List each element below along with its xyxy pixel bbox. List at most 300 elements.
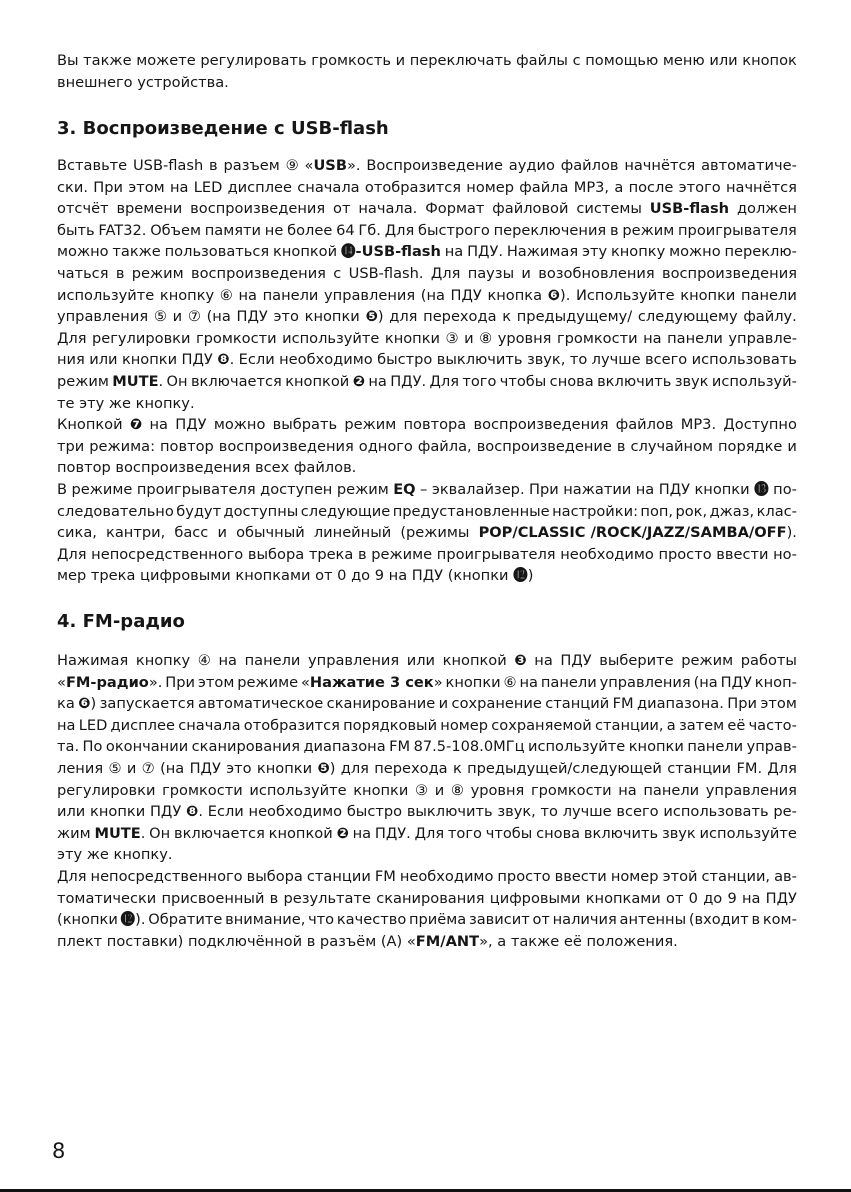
word: и [126, 759, 137, 777]
word: меню [662, 52, 705, 69]
word-group [368, 371, 387, 393]
word: файловой [492, 200, 569, 218]
word-group [519, 177, 568, 199]
word-group [175, 414, 206, 436]
word: ПДУ. [390, 372, 427, 390]
word-group [666, 888, 683, 910]
word: цифровыми [489, 889, 581, 907]
word: и [395, 52, 406, 69]
word-group [531, 780, 612, 802]
word: файлов [615, 416, 674, 434]
word-group [57, 414, 123, 436]
text-line [57, 263, 797, 285]
word: кнопку [159, 286, 215, 304]
word-group [675, 371, 709, 393]
word-group [106, 736, 188, 758]
word: LED [193, 178, 223, 196]
word: можете [136, 52, 196, 69]
word: и [464, 329, 474, 347]
word: Для [767, 759, 797, 777]
word-group [133, 155, 203, 177]
word: ка [57, 695, 75, 713]
text-line [57, 349, 797, 371]
section-3-heading: 3. Воспроизведение с USB-flash [57, 118, 389, 139]
word: кнопки [628, 738, 684, 756]
word-group [678, 220, 797, 242]
word-group [452, 693, 542, 715]
word: сохраняемой [491, 716, 592, 734]
word-group [375, 866, 396, 888]
word-group [196, 328, 277, 350]
word-group [57, 693, 75, 715]
word: к [502, 308, 512, 326]
word-group [774, 866, 797, 888]
word: также [83, 52, 132, 69]
word-group [365, 177, 461, 199]
word: ). [786, 524, 797, 542]
word: эквалайзер. [431, 480, 525, 498]
word: станции, [701, 867, 771, 885]
word-group [91, 866, 243, 888]
word-group [365, 306, 383, 328]
word-group [477, 436, 612, 458]
text-line [57, 823, 797, 845]
word-group [308, 909, 334, 931]
word: случайном [630, 437, 714, 455]
word-group [727, 693, 757, 715]
word-group [285, 371, 349, 393]
word-group [425, 198, 484, 220]
word-group [494, 220, 607, 242]
word: звук, [526, 351, 566, 369]
word: ⑤ [153, 308, 167, 326]
word-group [645, 349, 687, 371]
word-group [663, 866, 698, 888]
word: По [82, 738, 103, 756]
word: режим [681, 652, 734, 669]
word-group [116, 198, 182, 220]
word-group [421, 285, 445, 307]
word-group [439, 693, 449, 715]
word-group [249, 801, 343, 823]
word: с [333, 264, 342, 282]
word: на [218, 652, 237, 669]
word-group [57, 736, 79, 758]
word: Если [238, 351, 275, 369]
word-group [217, 349, 234, 371]
word: на [352, 824, 372, 842]
word-group [174, 522, 208, 544]
bold-term: ⓮-USB-flash [340, 243, 441, 261]
word: ПДУ [450, 286, 482, 304]
word: . [158, 372, 164, 390]
word-group [703, 888, 722, 910]
word-group [173, 306, 183, 328]
word: перехода [423, 308, 497, 326]
word: выбора [247, 545, 305, 563]
word: на [368, 372, 387, 390]
word: необходимо [248, 803, 343, 821]
word-group [574, 177, 609, 199]
word: ПДУ [658, 480, 691, 498]
word-group [301, 672, 443, 694]
word-group [57, 780, 155, 802]
word-group [451, 285, 482, 307]
word-group [358, 198, 417, 220]
word-group [491, 715, 592, 737]
text-run: эту же кнопку. [57, 846, 173, 864]
word: ввести [716, 545, 769, 563]
word-group [208, 801, 244, 823]
word: ⑨ [285, 157, 299, 174]
word: MP3, [573, 178, 610, 196]
word-group [198, 650, 211, 672]
word: отобразится [243, 716, 340, 734]
word: сохранение [451, 695, 542, 713]
word-group [509, 155, 555, 177]
bold-term: FM-радио [65, 673, 149, 691]
word-group [174, 823, 265, 845]
word-group [112, 241, 160, 263]
word-group [667, 715, 676, 737]
word-group [137, 479, 256, 501]
word-group [167, 371, 188, 393]
word: внимание, [225, 911, 306, 929]
word-group [190, 758, 221, 780]
word-group [57, 220, 95, 242]
word-group [353, 823, 372, 845]
word-group [662, 823, 696, 845]
word: режим [336, 480, 389, 498]
word-group [333, 198, 350, 220]
word: ния [57, 351, 85, 369]
word-group [160, 285, 214, 307]
word: режим [131, 264, 184, 282]
word-group [517, 306, 632, 328]
word: этом [128, 178, 165, 196]
word-group [407, 801, 493, 823]
text-line [57, 328, 797, 350]
word-group [249, 780, 346, 802]
word: выбрать [272, 416, 338, 434]
word-group [747, 736, 797, 758]
word-group [57, 522, 97, 544]
text-line [57, 801, 797, 823]
text-line [57, 72, 797, 94]
word: воспроизведения [661, 264, 797, 282]
word-group [521, 263, 531, 285]
word-group [220, 285, 233, 307]
word-group [287, 220, 332, 242]
word-group [336, 823, 348, 845]
word-group [317, 758, 335, 780]
word: начнётся [725, 178, 797, 196]
word-group [57, 50, 79, 72]
word: сканирования [191, 738, 301, 756]
text-line [57, 306, 797, 328]
word: или [406, 652, 436, 669]
word: FM [612, 695, 634, 713]
word: Для [384, 221, 415, 239]
word-group [286, 155, 299, 177]
word: звук [674, 372, 709, 390]
word-group [160, 758, 184, 780]
word-group [327, 693, 436, 715]
word: диапазона. [637, 695, 724, 713]
word: этом [197, 673, 235, 691]
word-group [497, 866, 550, 888]
text-line [57, 220, 797, 242]
word: станций [545, 695, 610, 713]
word-group [418, 436, 472, 458]
word-group [679, 715, 724, 737]
word: в [609, 221, 619, 239]
word-group [57, 866, 87, 888]
word-group [445, 241, 464, 263]
word: затем [678, 716, 725, 734]
word-group [560, 544, 654, 566]
word: проигрывателя [136, 480, 256, 498]
word-group [431, 263, 461, 285]
word: кноп- [754, 673, 797, 691]
word: то [569, 351, 588, 369]
word-group [273, 241, 337, 263]
word-group [57, 888, 156, 910]
word: ③ [445, 329, 459, 347]
word: громкости [556, 329, 638, 347]
word-group [385, 220, 415, 242]
word: на [444, 243, 464, 261]
word-group [239, 349, 275, 371]
word: ПДУ [560, 652, 592, 669]
word: FM [389, 738, 411, 756]
word-group [192, 736, 300, 758]
word-group [136, 650, 190, 672]
word-group [358, 220, 381, 242]
word-group [404, 414, 467, 436]
word: Для [57, 329, 87, 347]
word: кантри, [106, 524, 166, 542]
word-group [94, 823, 145, 845]
word-group [724, 241, 796, 263]
word-group [165, 672, 195, 694]
word-group [162, 888, 265, 910]
word: файлы [516, 52, 568, 69]
word-group [667, 758, 731, 780]
word: кнопки [256, 759, 313, 777]
word: порядке [718, 437, 783, 455]
word: выберите [599, 652, 674, 669]
word: помощью [585, 52, 659, 69]
word: включается [190, 372, 282, 390]
word: Нажимая [506, 243, 579, 261]
text-line [57, 888, 797, 910]
word: звук [661, 824, 696, 842]
word-group [490, 888, 581, 910]
word-group [529, 479, 559, 501]
word: и [217, 524, 227, 542]
word: следующие [300, 502, 391, 520]
word: – [420, 480, 428, 498]
word: линейный [313, 524, 392, 542]
bold-term: ❺ [365, 308, 378, 326]
word: с [572, 52, 581, 69]
word-group [132, 263, 184, 285]
word: порядковый [343, 716, 438, 734]
word-group [617, 436, 626, 458]
word-group [766, 888, 797, 910]
word-group [57, 285, 154, 307]
word: возобновления [538, 264, 655, 282]
word: ). [135, 911, 146, 929]
word-group [309, 544, 354, 566]
word-group [727, 888, 736, 910]
word: быстро [377, 351, 433, 369]
word: от [532, 911, 550, 929]
word: окончании [105, 738, 189, 756]
word: используйте [282, 329, 380, 347]
word-group [614, 177, 623, 199]
word: на [741, 889, 761, 907]
word: файлу. [743, 308, 797, 326]
word: будут [176, 502, 222, 520]
word: кнопок [742, 52, 797, 69]
word-group [116, 263, 125, 285]
word: жим [57, 824, 91, 842]
word-group [658, 544, 711, 566]
word-group [622, 220, 674, 242]
word: Доступно [723, 416, 797, 434]
word-group [57, 801, 85, 823]
word: панели [667, 329, 723, 347]
word-group [694, 672, 718, 694]
word: ». [148, 673, 163, 691]
word-group [89, 349, 117, 371]
word-group [142, 758, 155, 780]
word: и [521, 264, 531, 282]
word-group [662, 263, 797, 285]
word-group [407, 650, 435, 672]
word-group [706, 780, 797, 802]
word: но- [773, 545, 797, 563]
word-group [742, 50, 797, 72]
word: быстро [346, 803, 403, 821]
word-group [297, 177, 359, 199]
bold-term: Нажатие 3 сек [309, 673, 434, 691]
word: (кнопки [57, 911, 118, 929]
word-group [453, 758, 462, 780]
word-group [333, 263, 341, 285]
text-line [57, 177, 797, 199]
word: на [519, 673, 538, 691]
word: просто [497, 867, 551, 885]
word-group [613, 693, 634, 715]
word-group [349, 263, 424, 285]
word: дисплее [110, 716, 175, 734]
word: это [226, 759, 252, 777]
word-group [377, 349, 432, 371]
word: включается [173, 824, 265, 842]
word: режиме [237, 673, 299, 691]
bold-term: ❺ [317, 759, 330, 777]
word-group [437, 349, 523, 371]
word-group [371, 544, 432, 566]
bold-term: FM/ANT [415, 932, 480, 950]
word: памяти [204, 221, 262, 239]
word-group [504, 672, 517, 694]
word: можно [213, 416, 266, 434]
word-group [423, 306, 496, 328]
text-line [57, 758, 797, 780]
word-group [190, 198, 325, 220]
word-group [396, 50, 406, 72]
word: выключить [406, 803, 493, 821]
word: чтобы [499, 372, 547, 390]
word-group [536, 823, 580, 845]
text-line [57, 931, 797, 953]
word: громкость [311, 52, 391, 69]
word: громкости [530, 781, 612, 799]
word: регулировать [200, 52, 307, 69]
word-group [701, 155, 797, 177]
text-line [57, 241, 797, 263]
word: начнётся [624, 157, 696, 174]
word: ⑥ [503, 673, 517, 691]
word: громкости [195, 329, 277, 347]
word: автоматическое [198, 695, 324, 713]
bold-term: ⓭ [754, 480, 769, 498]
word: « [57, 673, 66, 691]
word-group [238, 285, 257, 307]
word: 87.5-108.0МГц [413, 738, 525, 756]
section-4-body [57, 650, 797, 952]
word: Объем [150, 221, 201, 239]
word: ⑥ [219, 286, 233, 304]
word: кнопкой [285, 372, 350, 390]
word-group [263, 285, 319, 307]
word-group [307, 866, 371, 888]
bold-term: EQ [393, 480, 416, 498]
word-group [528, 736, 625, 758]
word-group [98, 220, 146, 242]
word: уровня [470, 781, 525, 799]
word-group [597, 371, 671, 393]
word: » [433, 673, 443, 691]
word-group [446, 672, 501, 694]
text-run: те эту же кнопку. [57, 394, 195, 412]
word-group [324, 285, 415, 307]
word-group [257, 758, 312, 780]
word: ПДУ [181, 351, 213, 369]
word-group [400, 522, 469, 544]
word-group [176, 501, 221, 523]
word: быстрого [418, 221, 490, 239]
bold-term: ❻ [78, 695, 91, 713]
word: используй- [711, 372, 797, 390]
text-line [57, 371, 797, 393]
word: использовать [663, 803, 769, 821]
word: обычный [236, 524, 305, 542]
text-line [57, 844, 797, 866]
word-group [389, 736, 410, 758]
word: сначала [297, 178, 360, 196]
word: ав- [774, 867, 797, 885]
word-group [273, 306, 298, 328]
word: переключения [493, 221, 607, 239]
word: в [616, 437, 626, 455]
word: (на [693, 673, 718, 691]
word: или [57, 803, 86, 821]
